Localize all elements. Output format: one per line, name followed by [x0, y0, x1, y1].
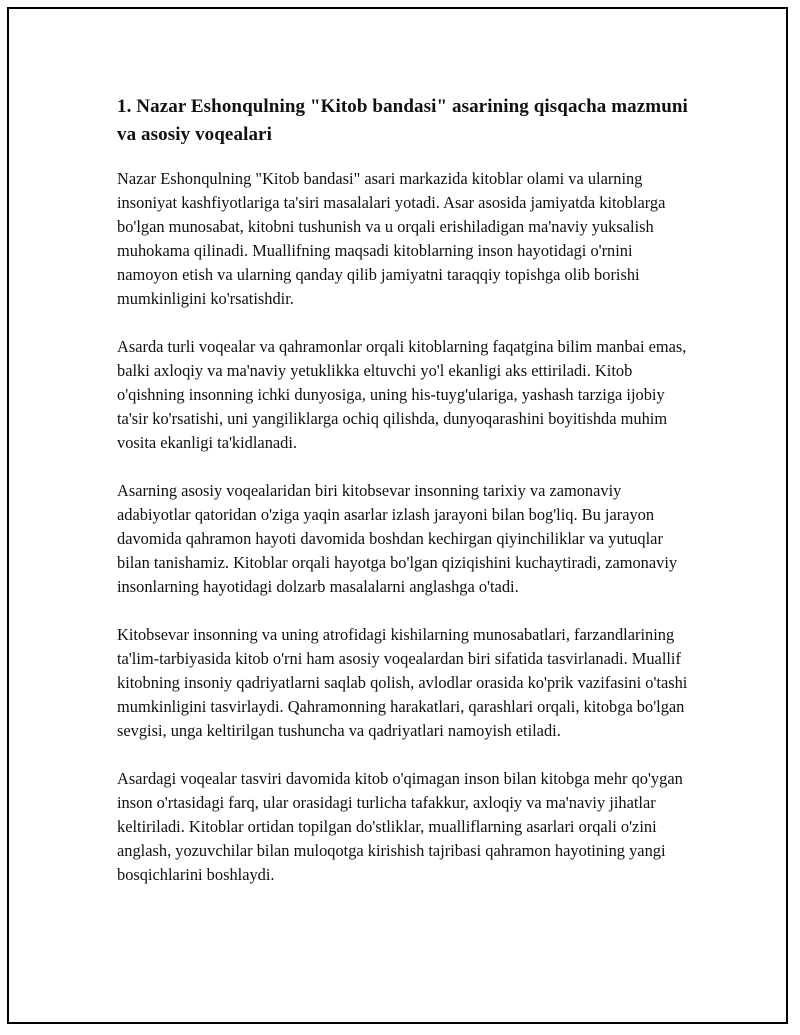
- document-body: [117, 93, 689, 911]
- paragraph-2: Asarda turli voqealar va qahramonlar orqali kitoblarning faqatgina bilim manbai emas, balki axloqiy va ma'naviy yetuklikka eltuvchi yo'l ekanligi aks ettiriladi. Kitob o'qishning insonning ichki dunyosiga, uning his-tuyg'ulariga, yashash tarziga ijobiy ta'sir ko'rsatishi, uni yangiliklarga ochiq qilishda, dunyoqarashini boyitishda muhim vosita ekanligi ta'kidlanadi.: [117, 337, 687, 452]
- paragraph-1: Nazar Eshonqulning "Kitob bandasi" asari markazida kitoblar olami va ularning insoniyat kashfiyotlariga ta'siri masalalari yotadi. Asar asosida jamiyatda kitoblarga bo'lgan munosabat, kitobni tushunish va u orqali erishiladigan ma'naviy yuksalish muhokama qilinadi. Muallifning maqsadi kitoblarning inson hayotidagi o'rnini namoyon etish va ularning qanday qilib jamiyatni taraqqiy topishga olib borishi mumkinligini ko'rsatishdir.: [117, 169, 666, 308]
- paragraph-5: Asardagi voqealar tasviri davomida kitob o'qimagan inson bilan kitobga mehr qo'ygan inson o'rtasidagi farq, ular orasidagi turlicha tafakkur, axloqiy va ma'naviy jihatlar keltiriladi. Kitoblar ortidan topilgan do'stliklar, mualliflarning asarlari orqali o'zini anglash, yozuvchilar bilan muloqotga kirishish tajribasi qahramon hayotining yangi bosqichlarini boshlaydi.: [117, 769, 683, 884]
- document-title: 1. Nazar Eshonqulning "Kitob bandasi" asarining qisqacha mazmuni va asosiy voqealari: [117, 96, 688, 145]
- paragraph-4: Kitobsevar insonning va uning atrofidagi kishilarning munosabatlari, farzandlarining ta'lim-tarbiyasida kitob o'rni ham asosiy voqealardan biri sifatida tasvirlanadi. Muallif kitobning insoniy qadriyatlarni saqlab qolish, avlodlar orasida ko'prik vazifasini o'tashi mumkinligini tasvirlaydi. Qahramonning harakatlari, qarashlari orqali, kitobga bo'lgan sevgisi, unga keltirilgan tushuncha va qadriyatlari namoyish etiladi.: [117, 625, 688, 740]
- paragraph-3: Asarning asosiy voqealaridan biri kitobsevar insonning tarixiy va zamonaviy adabiyotlar qatoridan o'ziga yaqin asarlar izlash jarayoni bilan bog'liq. Bu jarayon davomida qahramon hayoti davomida boshdan kechirgan qiyinchiliklar va yutuqlar bilan tanishamiz. Kitoblar orqali hayotga bo'lgan qiziqishini kuchaytiradi, zamonaviy insonlarning hayotidagi dolzarb masalalarni anglashga o'tadi.: [117, 481, 678, 596]
